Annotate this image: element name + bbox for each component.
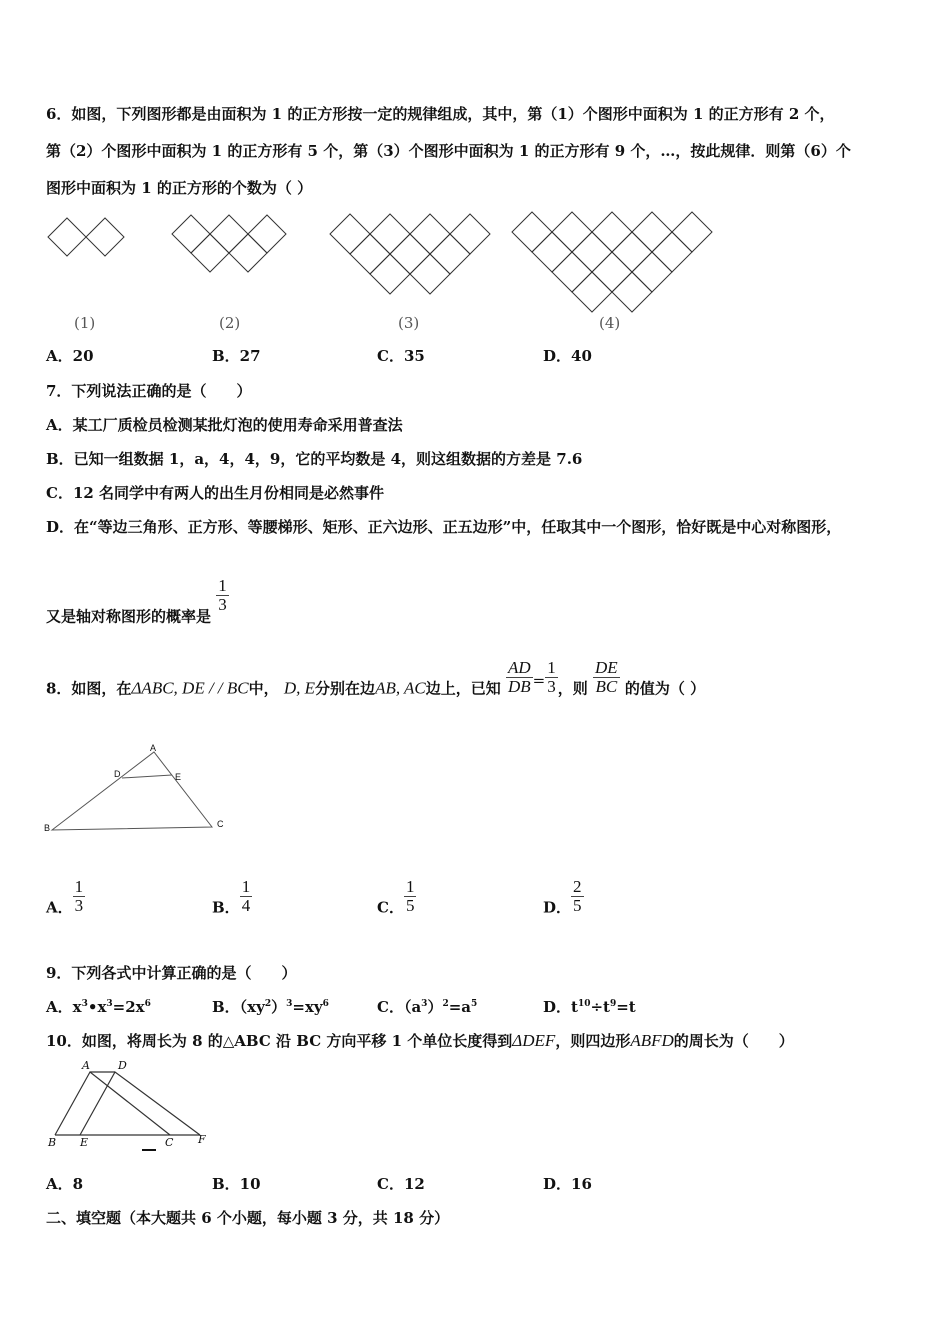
q9-a-part3: =2x	[112, 998, 145, 1016]
q7-option-b: B．已知一组数据 1，a，4，4，9，它的平均数是 4，则这组数据的方差是 7.6	[46, 450, 583, 468]
q8-label-e: E	[175, 772, 182, 782]
q9-a-part2: •x	[87, 998, 107, 1016]
q10-option-c: C．12	[377, 1175, 425, 1193]
q9-c-sup1: 3	[421, 999, 428, 1009]
q9-c-part2: ）	[427, 998, 443, 1016]
q9-d-sup1: 10	[577, 999, 591, 1009]
section-2-heading: 二、填空题（本大题共 6 个小题，每小题 3 分，共 18 分）	[46, 1209, 450, 1227]
q8-option-b-num: 1	[241, 877, 251, 896]
q8-math-sides: AB, AC	[375, 678, 426, 698]
q10-label-a: A	[82, 1059, 90, 1072]
q9-c-sup2: 2	[442, 999, 449, 1009]
q6-stem-line2: 第（2）个图形中面积为 1 的正方形有 5 个，第（3）个图形中面积为 1 的正方形有 9 个，…，按此规律．则第（6）个	[46, 142, 851, 160]
q6-figure-label-4: (4)	[599, 314, 621, 332]
q7-fraction-numerator: 1	[218, 576, 227, 595]
q6-option-d: D．40	[543, 347, 592, 365]
q10-label-f: F	[198, 1133, 206, 1146]
q9-d-part3: =t	[616, 998, 636, 1016]
q10-option-a: A．8	[46, 1175, 84, 1193]
q7-option-d-text: 又是轴对称图形的概率是	[46, 607, 212, 626]
q6-option-c: C．35	[377, 347, 425, 365]
q10-suffix: 的周长为（ ）	[673, 1032, 794, 1050]
q7-option-d-line1: D．在“等边三角形、正方形、等腰梯形、矩形、正六边形、正五边形”中，任取其中一个图形，恰好既是中心对称图形，	[46, 518, 842, 536]
q9-c-part1: C．（a	[377, 998, 422, 1016]
q8-option-a-letter: A．	[46, 898, 73, 917]
q8-option-d-den: 5	[573, 895, 582, 915]
q9-d-part1: D．t	[543, 998, 578, 1016]
q8-math-points: D, E	[283, 678, 316, 698]
q8-label-d: D	[114, 769, 121, 779]
q8-ask-ratio-den: BC	[595, 676, 618, 696]
q8-ask-ratio-num: DE	[595, 658, 618, 677]
q8-prefix: 8．如图，在	[46, 679, 132, 698]
q8-option-b-letter: B．	[212, 898, 240, 917]
q8-label-c: C	[217, 819, 224, 829]
q8-equals: =	[532, 671, 546, 690]
q9-b-part3: =xy	[292, 998, 323, 1016]
q8-text-2: 分别在边	[315, 679, 376, 698]
q9-c-part3: =a	[448, 998, 472, 1016]
q9-stem: 9．下列各式中计算正确的是（ ）	[46, 964, 297, 982]
q6-figure-label-2: (2)	[219, 314, 241, 332]
q6-option-b: B．27	[212, 347, 261, 365]
q6-stem-line1: 6．如图，下列图形都是由面积为 1 的正方形按一定的规律组成，其中，第（1）个图形中面积为 1 的正方形有 2 个，	[46, 105, 835, 123]
q10-option-d: D．16	[543, 1175, 592, 1193]
q8-option-b-den: 4	[241, 895, 251, 915]
q10-option-b: B．10	[212, 1175, 261, 1193]
q10-mid: ，则四边形	[555, 1032, 631, 1050]
q8-text-4: ，则	[557, 679, 588, 698]
q9-a-part1: A．x	[46, 998, 82, 1016]
q8-given-ratio-den: DB	[508, 676, 531, 696]
q9-b-sup1: 2	[264, 999, 272, 1009]
q6-figure-label-1: (1)	[74, 314, 96, 332]
q9-a-sup3: 6	[144, 999, 151, 1009]
q7-stem: 7．下列说法正确的是（ ）	[46, 382, 252, 400]
q8-option-d-letter: D．	[543, 898, 572, 917]
q6-option-a: A．20	[46, 347, 94, 365]
q9-c-sup3: 5	[471, 999, 478, 1009]
q8-given-value-den: 3	[547, 676, 556, 696]
q8-label-b: B	[44, 823, 51, 833]
q8-suffix: 的值为（ ）	[624, 679, 706, 698]
q9-b-part1: B．（xy	[212, 998, 265, 1016]
q10-prefix: 10．如图，将周长为 8 的△ABC 沿 BC 方向平移 1 个单位长度得到	[46, 1032, 513, 1050]
q8-option-a-den: 3	[74, 895, 84, 915]
q10-math-def: ΔDEF	[512, 1031, 556, 1050]
q8-given-value-num: 1	[547, 658, 556, 677]
q9-d-sup2: 9	[609, 999, 617, 1009]
q9-b-sup3: 6	[322, 999, 329, 1009]
q10-label-b: B	[48, 1136, 57, 1149]
q9-a-sup1: 3	[81, 999, 88, 1009]
q10-math-abfd: ABFD	[630, 1031, 674, 1050]
q8-given-ratio-num: AD	[508, 658, 531, 677]
q8-text-3: 边上，已知	[425, 679, 501, 698]
q8-option-c-letter: C．	[377, 898, 404, 917]
q10-label-d: D	[118, 1059, 127, 1072]
q9-b-part2: ）	[271, 998, 287, 1016]
q8-option-a-num: 1	[74, 877, 84, 896]
q6-figure-label-3: (3)	[398, 314, 420, 332]
q8-text-1: 中，	[248, 679, 279, 698]
q7-option-c: C．12 名同学中有两人的出生月份相同是必然事件	[46, 484, 385, 502]
q7-option-a: A．某工厂质检员检测某批灯泡的使用寿命采用普查法	[46, 416, 403, 434]
q8-option-c-num: 1	[405, 877, 415, 896]
q9-d-part2: ÷t	[590, 998, 610, 1016]
q9-b-sup2: 3	[286, 999, 293, 1009]
q8-option-d-num: 2	[573, 877, 582, 896]
q10-label-e: E	[80, 1136, 89, 1149]
q10-label-c: C	[165, 1136, 174, 1149]
q7-fraction-denominator: 3	[218, 594, 227, 614]
q9-a-sup2: 3	[106, 999, 113, 1009]
q8-option-c-den: 5	[405, 895, 415, 915]
q8-math-triangle: ΔABC, DE / / BC	[131, 678, 249, 698]
q6-stem-line3: 图形中面积为 1 的正方形的个数为（ ）	[46, 179, 313, 197]
q8-label-a: A	[150, 743, 157, 753]
